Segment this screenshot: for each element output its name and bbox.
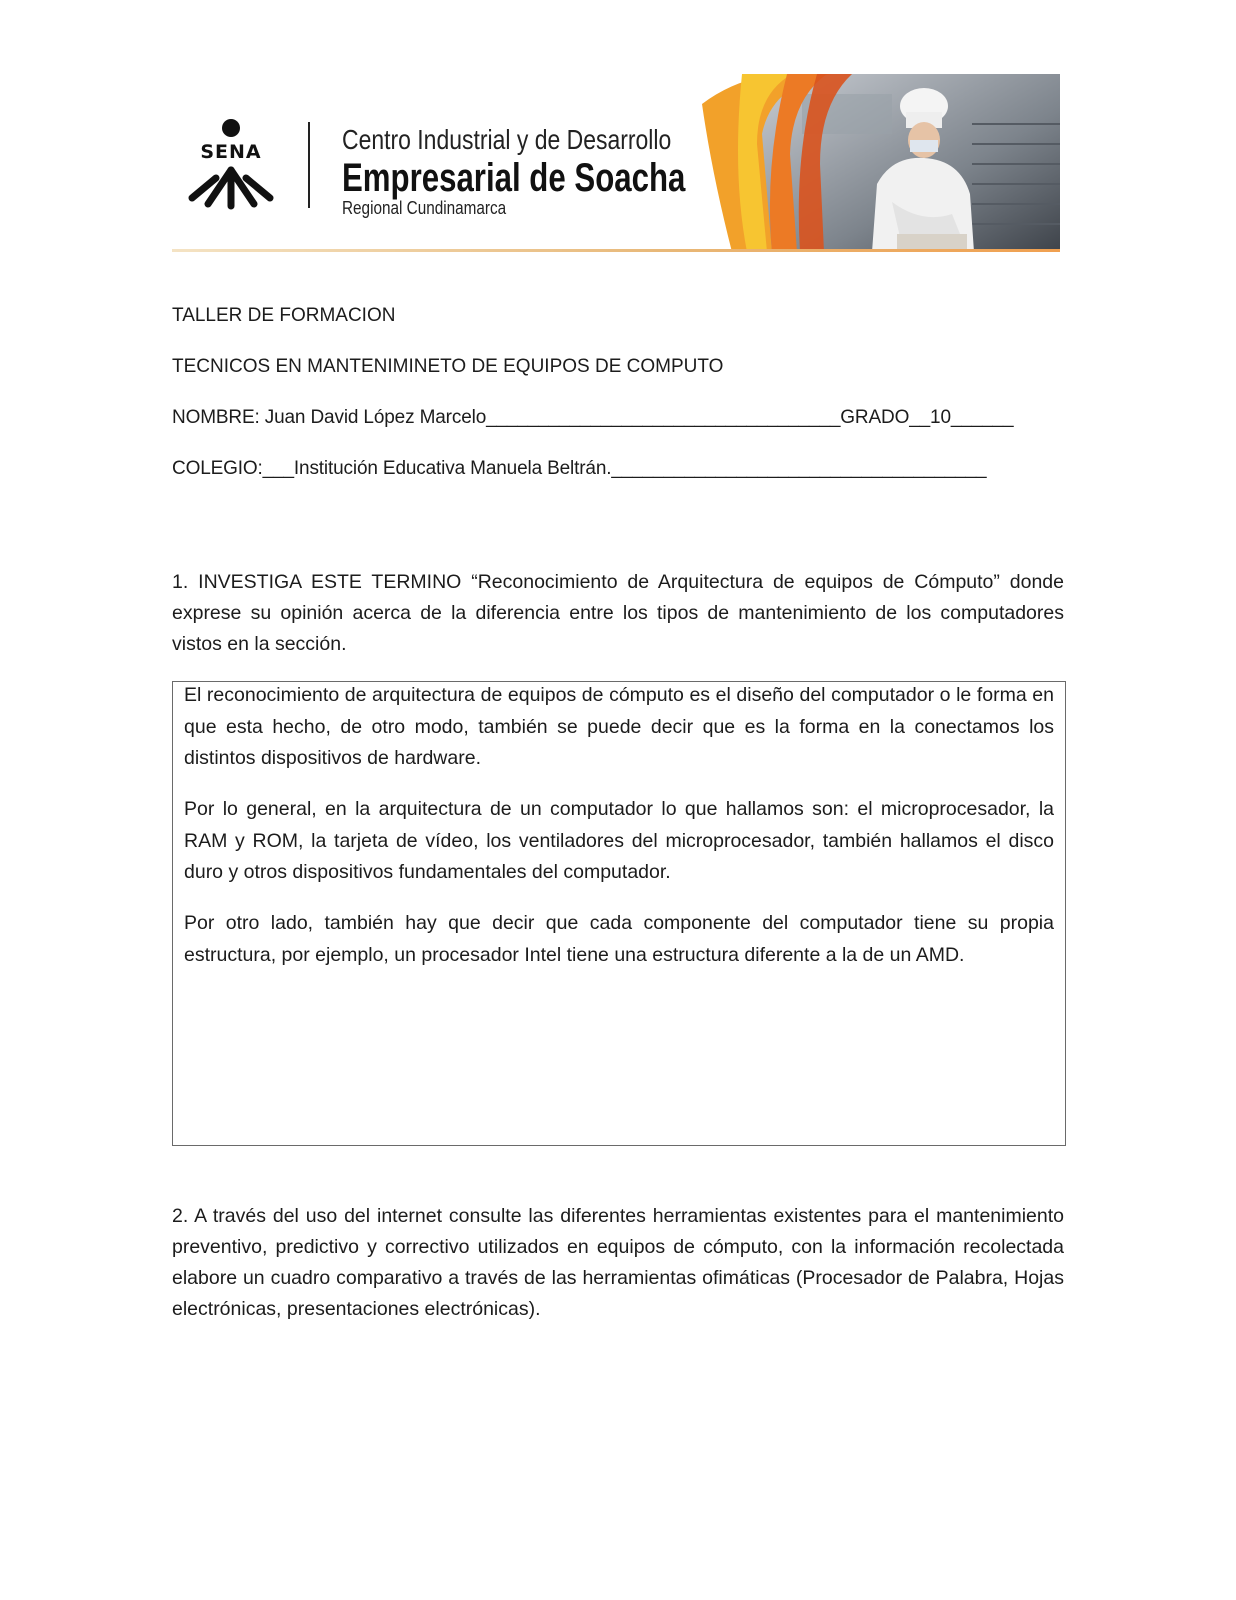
chef-photo-image (702, 74, 1060, 252)
student-name-field: NOMBRE: Juan David López Marcelo__________________________________GRADO__10______ (172, 407, 1014, 428)
answer-paragraph-3: Por otro lado, también hay que decir que cada componente del computador tiene su propia estructura, por ejemplo, un procesador Intel tiene una estructura diferente a la de un AMD. (184, 912, 1054, 966)
institution-line-3: Regional Cundinamarca (342, 198, 507, 218)
answer-paragraph-1: El reconocimiento de arquitectura de equipos de cómputo es el diseño del computador o le forma en que esta hecho, de otro modo, también se puede decir que es la forma en la conectamos los distintos dispositivos de hardware. (184, 684, 1054, 769)
institution-line-1: Centro Industrial y de Desarrollo (342, 124, 672, 155)
sena-logo-text: SENA (186, 142, 276, 162)
header-divider (308, 122, 310, 208)
header-rule (172, 249, 1060, 252)
form-subtitle: TECNICOS EN MANTENIMINETO DE EQUIPOS DE COMPUTO (172, 356, 724, 377)
form-title: TALLER DE FORMACION (172, 305, 396, 326)
header-banner (172, 74, 1060, 256)
school-field: COLEGIO:___Institución Educativa Manuela Beltrán.____________________________________ (172, 458, 987, 479)
question-1: 1. INVESTIGA ESTE TERMINO “Reconocimiento de Arquitectura de equipos de Cómputo” donde exprese su opinión acerca de la diferencia entre los tipos de mantenimiento de los computadores vistos en la sección. (172, 571, 1064, 655)
question-2: 2. A través del uso del internet consulte las diferentes herramientas existentes para el mantenimiento preventivo, predictivo y correctivo utilizados en equipos de cómputo, con la información recolectada elabore un cuadro comparativo a través de las herramientas ofimáticas (Procesador de Palabra, Hojas electrónicas, presentaciones electrónicas). (172, 1205, 1064, 1320)
answer-paragraph-2: Por lo general, en la arquitectura de un computador lo que hallamos son: el microprocesador, la RAM y ROM, la tarjeta de vídeo, los ventiladores del microprocesador, también hallamos el disco duro y otros dispositivos fundamentales del computador. (184, 798, 1054, 883)
institution-line-2: Empresarial de Soacha (342, 156, 686, 200)
sena-logo-icon (186, 118, 276, 210)
answer-box (172, 681, 1066, 1146)
